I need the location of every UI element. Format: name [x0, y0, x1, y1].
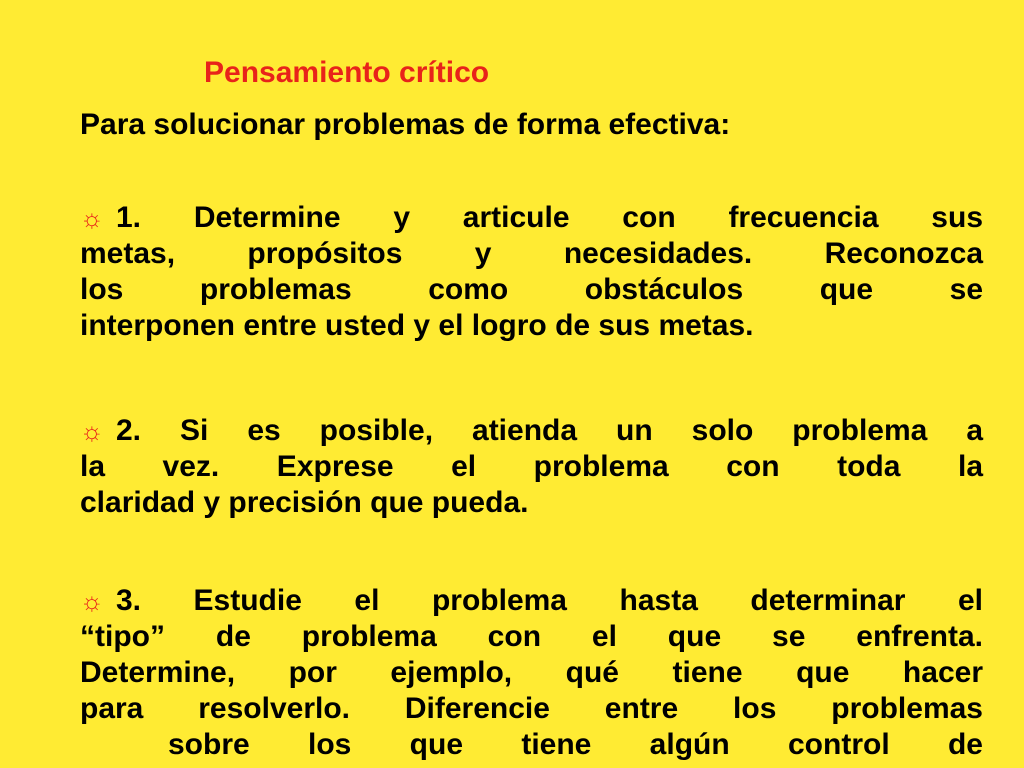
point-1-line-4: interponen entre usted y el logro de sus metas. — [80, 309, 754, 342]
point-3-line-4: para resolverlo. Diferencie entre los problemas — [80, 692, 983, 725]
point-2 — [80, 413, 983, 521]
slide-subtitle: Para solucionar problemas de forma efectiva: — [80, 108, 731, 141]
slide-title: Pensamiento crítico — [204, 56, 490, 89]
sun-icon: ☼ — [80, 416, 104, 446]
point-2-line-3: claridad y precisión que pueda. — [80, 486, 529, 519]
point-1 — [80, 200, 983, 344]
point-3-line-2: “tipo” de problema con el que se enfrenta. — [80, 620, 983, 653]
point-1-line-3: los problemas como obstáculos que se — [80, 273, 983, 306]
point-2-line-2: la vez. Exprese el problema con toda la — [80, 450, 983, 483]
point-1-line-2: metas, propósitos y necesidades. Reconozca — [80, 237, 983, 270]
point-2-line-1: ☼ 2. Si es posible, atienda un solo problema a — [80, 414, 983, 447]
sun-icon: ☼ — [80, 586, 104, 616]
point-3 — [80, 583, 983, 763]
point-1-line-1: ☼ 1. Determine y articule con frecuencia sus — [80, 201, 983, 234]
point-3-line-1: ☼ 3. Estudie el problema hasta determinar el — [80, 584, 983, 617]
point-3-line-3: Determine, por ejemplo, qué tiene que hacer — [80, 656, 983, 689]
point-3-line-5: sobre los que tiene algún control de — [168, 728, 983, 761]
sun-icon: ☼ — [80, 203, 104, 233]
